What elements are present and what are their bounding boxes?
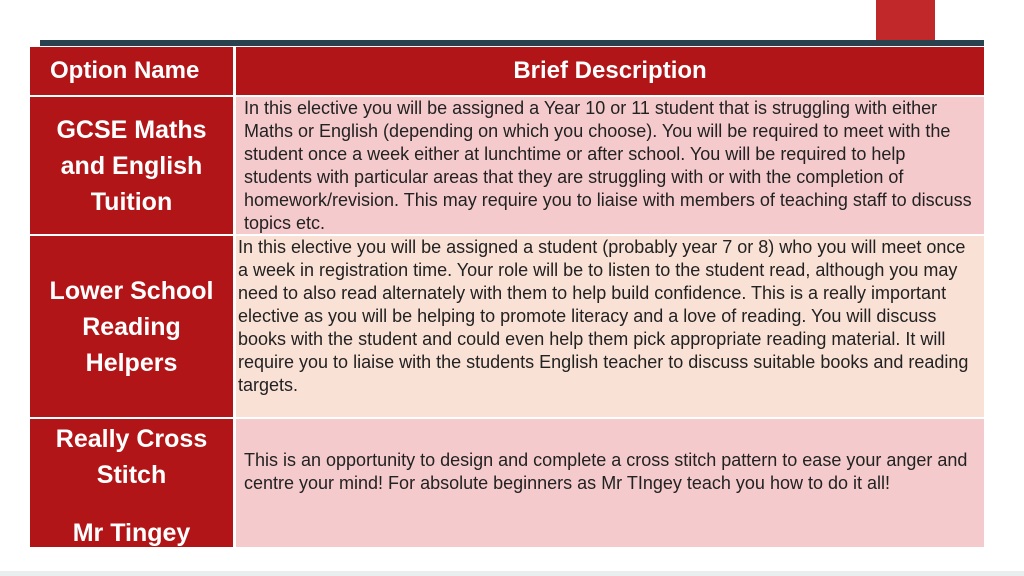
option-name-line: Reading — [82, 312, 181, 341]
option-teacher-name: Mr Tingey — [72, 519, 191, 547]
header-brief-description — [236, 47, 984, 95]
electives-table — [30, 47, 984, 547]
header-option-name-label: Option Name — [50, 57, 200, 84]
option-name-line: Lower School — [49, 276, 214, 305]
option-name-gcse-tuition — [30, 97, 233, 234]
top-divider-line — [40, 40, 984, 46]
option-name-line: Really Cross — [55, 425, 208, 453]
bottom-divider-line — [0, 571, 1024, 576]
option-name-line: GCSE Maths — [56, 115, 207, 144]
description-text: In this elective you will be assigned a student (probably year 7 or 8) who you will meet once a week in registration time. Your role will be to listen to the student read, although you may need to also read alternately with them to help build confidence. This is a really important elective as you will be helping to promote literacy and a love of reading. You will discuss books with the student and could even help them pick appropriate reading material. It will require you to liaise with the students English teacher to discuss suitable books and reading targets. — [238, 237, 969, 395]
option-name-line: Helpers — [85, 348, 178, 377]
header-brief-description-label: Brief Description — [513, 57, 707, 84]
option-name-line: Stitch — [96, 461, 167, 489]
description-reading-helpers — [236, 236, 984, 417]
option-name-reading-helpers — [30, 236, 233, 417]
option-name-line: and English — [60, 151, 203, 180]
description-text: In this elective you will be assigned a Year 10 or 11 student that is struggling with either Maths or English (depending on which you choose). You will be required to meet with the student once a week either at lunchtime or after school. You will be required to help students with particular areas that they are struggling with or with the completion of homework/revision. This may require you to liaise with members of teaching staff to discuss topics etc. — [244, 98, 972, 233]
description-text: This is an opportunity to design and complete a cross stitch pattern to ease your anger and centre your mind! For absolute beginners as Mr TIngey teach you how to do it all! — [244, 450, 968, 493]
header-option-name — [30, 47, 233, 95]
option-name-cross-stitch — [30, 419, 233, 547]
description-gcse-tuition — [236, 97, 984, 234]
description-cross-stitch — [236, 419, 984, 547]
option-name-line: Tuition — [90, 187, 173, 216]
